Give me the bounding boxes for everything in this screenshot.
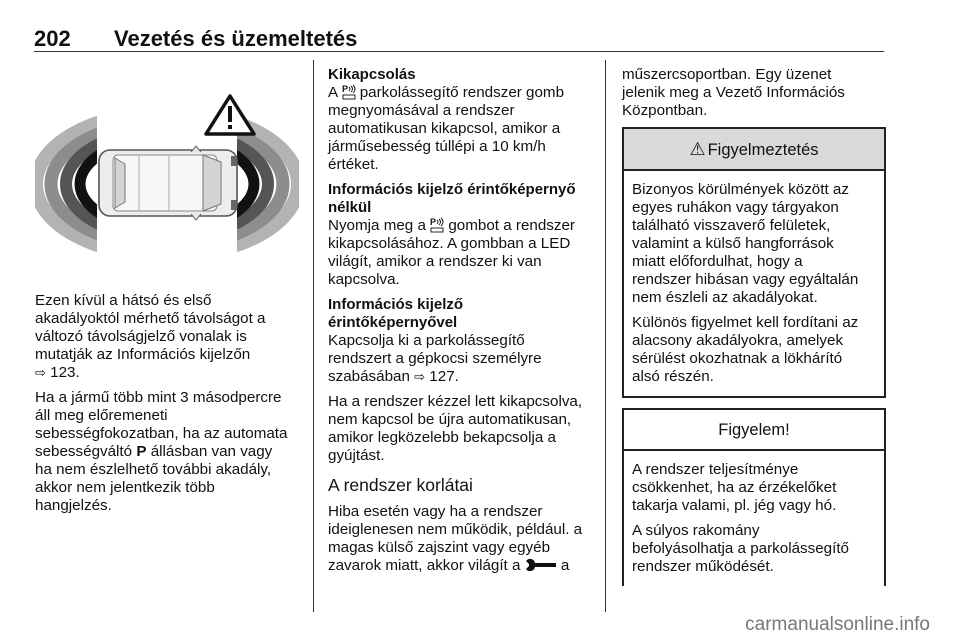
warning-box-header: ⚠ Figyelmeztetés (624, 129, 884, 171)
heading-with-touchscreen: Információs kijelző érintőképernyővel (328, 296, 464, 331)
page-title: Vezetés és üzemeltetés (114, 26, 358, 51)
paragraph-personalization: Kapcsolja ki a parkolássegítő rendszert a gépkocsi személyre szabásában ⇨ 127. (328, 332, 542, 385)
heading-without-touchscreen: Információs kijelző érintőképernyő nélkül (328, 181, 576, 216)
gear-p-label: P (136, 443, 147, 460)
heading-kikapcsolas: Kikapcsolás (328, 66, 416, 83)
page-ref-icon: ⇨ (414, 369, 426, 384)
paragraph-manual-off: Ha a rendszer kézzel lett kikapcsolva, nem kapcsol be újra automatikusan, amikor legközelebb bekapcsolja a gyújtást. (328, 393, 583, 464)
paragraph-auto-off: A P parkolássegítő rendszer gomb megnyomásával a rendszer automatikusan kikapcsol, amikor a járműsebesség túllépi a 10 km/h értéket. (328, 84, 565, 173)
parking-assist-button-icon (430, 217, 444, 233)
page-ref-icon: ⇨ (35, 365, 46, 380)
parking-assist-button-icon (342, 84, 356, 100)
column-divider-left (313, 60, 314, 612)
page-reference[interactable]: 123. (50, 364, 80, 381)
page-reference[interactable]: 127. (429, 368, 459, 385)
svg-text:P: P (430, 217, 437, 227)
wrench-icon (525, 559, 557, 571)
warning-icon: ⚠ (689, 139, 706, 159)
watermark: carmanualsonline.info (745, 614, 930, 635)
column-left (35, 292, 299, 522)
column-divider-right (605, 60, 606, 612)
svg-text:P: P (341, 84, 348, 94)
header-rule (34, 51, 884, 52)
heading-system-limits: A rendszer korlátai (328, 475, 473, 495)
paragraph-press-button: Nyomja meg a P gombot a rendszer kikapcsolásához. A gombban a LED világít, amikor a rendszer ki van kapcsolva. (328, 217, 575, 288)
paragraph-distance-lines: Ezen kívül a hátsó és első akadályoktól mérhető távolságot a változó távolságjelző vonalak is mutatják az Információs kijelzőn ⇨ 123. (35, 292, 266, 381)
caution-box-header: Figyelem! (624, 410, 884, 451)
paragraph-no-more-signals: Ha a jármű több mint 3 másodpercre áll meg előremeneti sebességfokozatban, ha az automata sebességváltó P állásban van vagy ha nem észlelhető további akadály, akkor nem jelentkezik több hangjelzés. (35, 389, 288, 514)
paragraph-continued: műszercsoportban. Egy üzenet jelenik meg a Vezető Információs Központban. (622, 66, 845, 119)
paragraph-fault: Hiba esetén vagy ha a rendszer ideiglenesen nem működik, például. a magas külső zajszint vagy egyéb zavarok miatt, akkor világít a a (328, 503, 583, 574)
page-number: 202 (34, 26, 71, 51)
caution-box: Figyelem! A rendszer teljesítménye csökkenhet, ha az érzékelőket takarja valami, pl. jég vagy hó. A súlyos rakomány befolyásolhatja a parkolássegítő rendszer működését. (622, 408, 886, 586)
warning-box: ⚠ Figyelmeztetés Bizonyos körülmények között az egyes ruhákon vagy tárgyakon található visszaverő felületek, valamint a külső hangforrások miatt előfordulhat, hogy a rendszer hibásan vagy egyáltalán nem észleli az akadályokat. Különös figyelmet kell fordítani az alacsony akadályokra, amelyek sérülést okozhatnak a lökhárító alsó részén. (622, 127, 886, 398)
column-right (622, 66, 886, 586)
column-middle (328, 66, 594, 582)
parking-sensor-diagram (35, 92, 299, 264)
car-top-view (99, 146, 237, 220)
warning-triangle-icon (206, 96, 254, 134)
